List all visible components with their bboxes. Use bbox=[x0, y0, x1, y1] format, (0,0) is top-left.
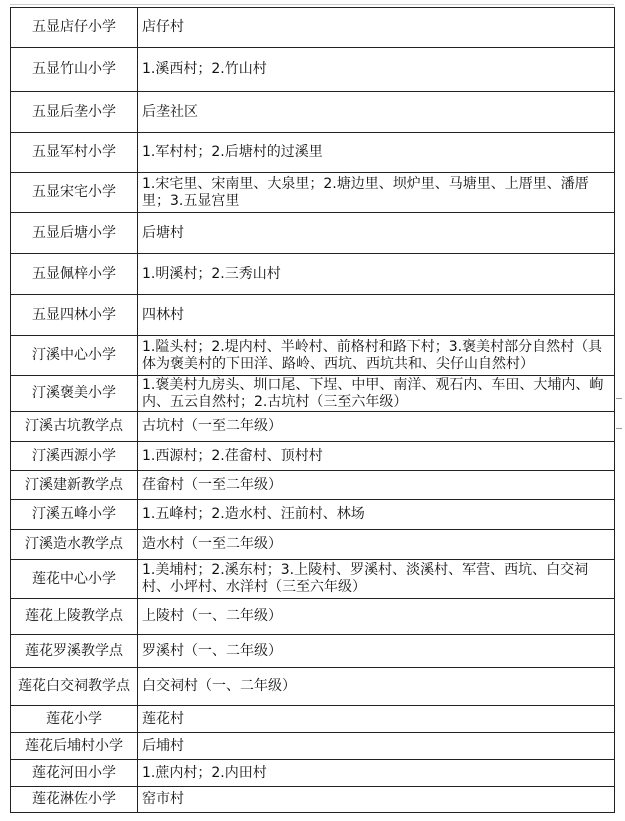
right-edge-mark bbox=[616, 428, 622, 429]
table-row bbox=[11, 733, 615, 760]
school-name-cell: 莲花小学 bbox=[11, 706, 138, 733]
school-name-cell: 莲花中心小学 bbox=[11, 560, 138, 599]
table-row bbox=[11, 295, 615, 336]
service-area-cell: 1.美埔村；2.溪东村；3.上陵村、罗溪村、淡溪村、军营、西坑、白交祠村、小坪村、水洋村（三至六年级） bbox=[138, 560, 615, 599]
service-area-cell: 上陵村（一、二年级） bbox=[138, 599, 615, 635]
service-area-cell: 1.军村村；2.后塘村的过溪里 bbox=[138, 133, 615, 173]
school-name-cell: 汀溪建新教学点 bbox=[11, 471, 138, 500]
right-edge-mark bbox=[616, 398, 622, 399]
school-name-cell: 汀溪褒美小学 bbox=[11, 376, 138, 412]
service-area-cell: 古坑村（一至二年级） bbox=[138, 412, 615, 442]
school-name-cell: 五显竹山小学 bbox=[11, 48, 138, 92]
school-name-cell: 汀溪西源小学 bbox=[11, 442, 138, 471]
school-name-cell: 莲花上陵教学点 bbox=[11, 599, 138, 635]
service-area-cell: 四林村 bbox=[138, 295, 615, 336]
service-area-cell: 后塘村 bbox=[138, 213, 615, 254]
table-row bbox=[11, 254, 615, 295]
school-name-cell: 五显店仔小学 bbox=[11, 8, 138, 48]
service-area-cell: 1.溪西村；2.竹山村 bbox=[138, 48, 615, 92]
service-area-cell: 1.西源村；2.荏畲村、顶村村 bbox=[138, 442, 615, 471]
service-area-cell: 罗溪村（一、二年级） bbox=[138, 635, 615, 668]
school-name-cell: 五显佩梓小学 bbox=[11, 254, 138, 295]
table-row bbox=[11, 133, 615, 173]
table-row bbox=[11, 471, 615, 500]
table-row bbox=[11, 48, 615, 92]
table-row bbox=[11, 8, 615, 48]
service-area-cell: 1.蔗内村；2.内田村 bbox=[138, 760, 615, 787]
school-name-cell: 五显后垄小学 bbox=[11, 92, 138, 133]
table-row bbox=[11, 668, 615, 706]
school-name-cell: 五显军村小学 bbox=[11, 133, 138, 173]
table-row bbox=[11, 442, 615, 471]
service-area-cell: 后埔村 bbox=[138, 733, 615, 760]
school-name-cell: 莲花后埔村小学 bbox=[11, 733, 138, 760]
school-name-cell: 汀溪五峰小学 bbox=[11, 500, 138, 530]
service-area-cell: 1.五峰村；2.造水村、汪前村、林场 bbox=[138, 500, 615, 530]
table-row bbox=[11, 530, 615, 560]
school-name-cell: 莲花罗溪教学点 bbox=[11, 635, 138, 668]
service-area-cell: 1.明溪村；2.三秀山村 bbox=[138, 254, 615, 295]
table-row bbox=[11, 635, 615, 668]
service-area-cell: 店仔村 bbox=[138, 8, 615, 48]
table-row bbox=[11, 599, 615, 635]
school-district-table bbox=[10, 7, 615, 813]
service-area-cell: 后垄社区 bbox=[138, 92, 615, 133]
school-district-sheet bbox=[10, 7, 614, 813]
service-area-cell: 莲花村 bbox=[138, 706, 615, 733]
table-row bbox=[11, 760, 615, 787]
service-area-cell: 窑市村 bbox=[138, 787, 615, 813]
school-name-cell: 汀溪中心小学 bbox=[11, 336, 138, 376]
school-name-cell: 莲花淋佐小学 bbox=[11, 787, 138, 813]
service-area-cell: 荏畲村（一至二年级） bbox=[138, 471, 615, 500]
table-row bbox=[11, 92, 615, 133]
service-area-cell: 白交祠村（一、二年级） bbox=[138, 668, 615, 706]
table-body bbox=[11, 8, 615, 813]
table-row bbox=[11, 560, 615, 599]
service-area-cell: 1.褒美村九房头、圳口尾、下埕、中甲、南洋、观石内、车田、大埔内、峋内、五云自然村；2.古坑村（三至六年级） bbox=[138, 376, 615, 412]
table-row bbox=[11, 336, 615, 376]
table-row bbox=[11, 787, 615, 813]
school-name-cell: 五显后塘小学 bbox=[11, 213, 138, 254]
table-row bbox=[11, 500, 615, 530]
school-name-cell: 汀溪古坑教学点 bbox=[11, 412, 138, 442]
table-row bbox=[11, 706, 615, 733]
school-name-cell: 莲花河田小学 bbox=[11, 760, 138, 787]
page-top-rule bbox=[10, 4, 614, 5]
table-row bbox=[11, 173, 615, 213]
school-name-cell: 五显四林小学 bbox=[11, 295, 138, 336]
school-name-cell: 莲花白交祠教学点 bbox=[11, 668, 138, 706]
table-row bbox=[11, 376, 615, 412]
school-name-cell: 五显宋宅小学 bbox=[11, 173, 138, 213]
service-area-cell: 造水村（一至二年级） bbox=[138, 530, 615, 560]
service-area-cell: 1.隘头村；2.堤内村、半岭村、前格村和路下村；3.褒美村部分自然村（具体为褒美村的下田洋、路岭、西坑、西坑共和、尖仔山自然村） bbox=[138, 336, 615, 376]
school-name-cell: 汀溪造水教学点 bbox=[11, 530, 138, 560]
service-area-cell: 1.宋宅里、宋南里、大泉里；2.塘边里、坝炉里、马塘里、上厝里、潘厝里；3.五显宫里 bbox=[138, 173, 615, 213]
table-row bbox=[11, 213, 615, 254]
table-row bbox=[11, 412, 615, 442]
